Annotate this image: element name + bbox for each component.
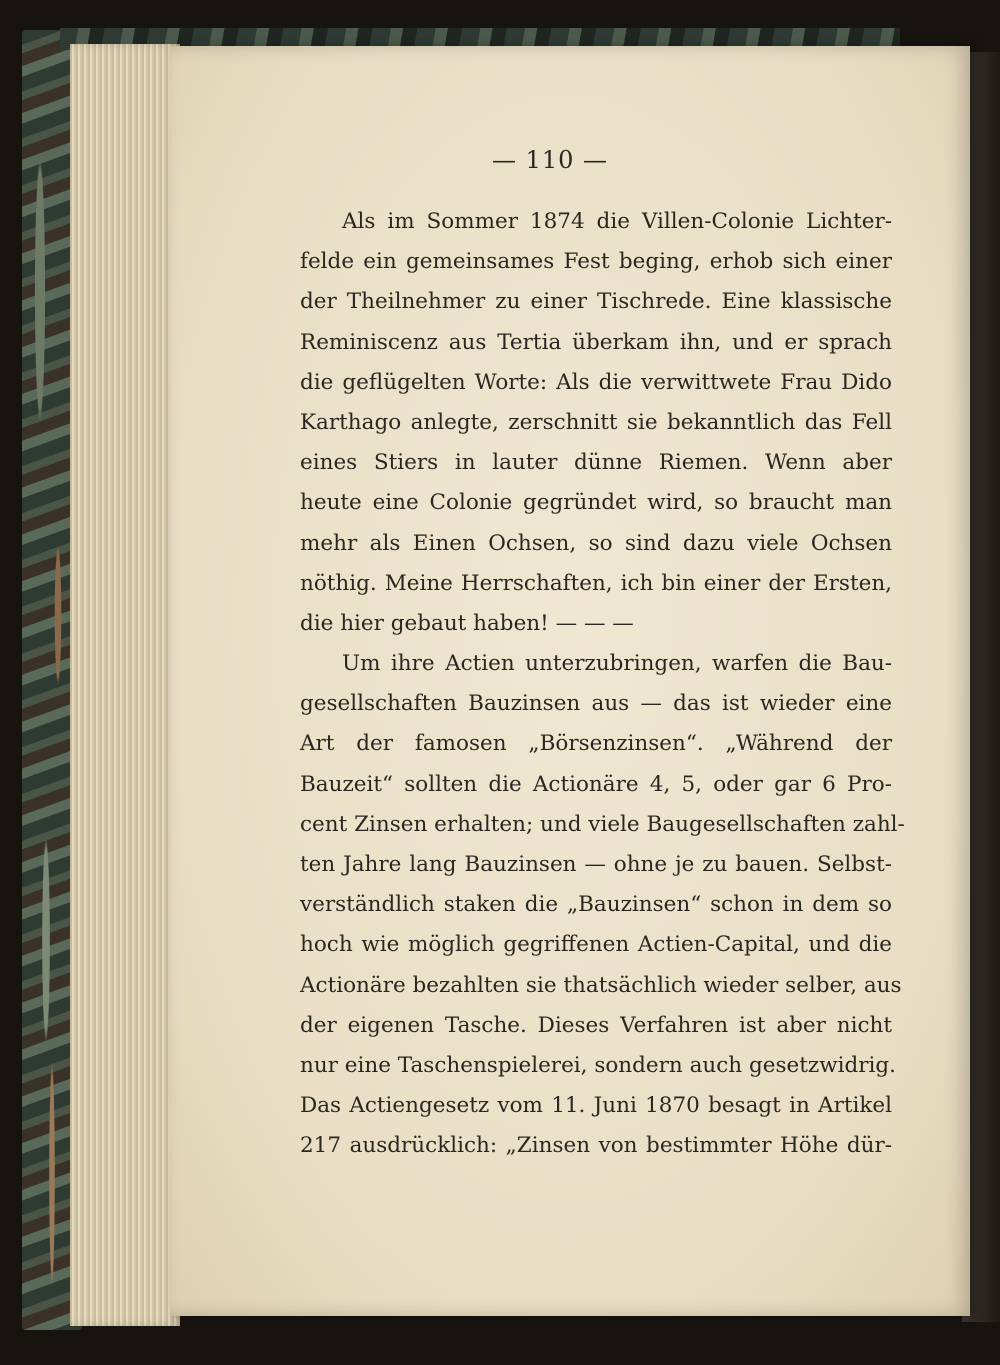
text-line: mehr als Einen Ochsen, so sind dazu viele Ochsen (300, 530, 892, 556)
text-line: Actionäre bezahlten sie thatsächlich wieder selber, aus (300, 972, 902, 998)
text-line: der eigenen Tasche. Dieses Verfahren ist aber nicht (300, 1012, 892, 1038)
page-number: — 110 — (491, 146, 609, 174)
text-line: Reminiscenz aus Tertia überkam ihn, und er sprach (300, 329, 892, 355)
text-line: der Theilnehmer zu einer Tischrede. Eine klassische (300, 289, 892, 315)
text-line: nur eine Taschenspielerei, sondern auch gesetzwidrig. (300, 1052, 896, 1078)
text-line: nöthig. Meine Herrschaften, ich bin einer der Ersten, (300, 570, 892, 596)
text-line: 217 ausdrücklich: „Zinsen von bestimmter Höhe dür- (300, 1133, 892, 1159)
text-line: felde ein gemeinsames Fest beging, erhob sich einer (300, 249, 892, 275)
text-line: Karthago anlegte, zerschnitt sie bekanntlich das Fell (300, 409, 892, 435)
text-line: verständlich staken die „Bauzinsen“ schon in dem so (300, 892, 892, 918)
text-line: die geflügelten Worte: Als die verwittwete Frau Dido (300, 369, 892, 395)
text-line: cent Zinsen erhalten; und viele Baugesellschaften zahl- (300, 811, 905, 837)
text-line: Als im Sommer 1874 die Villen-Colonie Lichter- (342, 209, 892, 234)
text-line: eines Stiers in lauter dünne Riemen. Wenn aber (300, 450, 892, 476)
text-line: Das Actiengesetz vom 11. Juni 1870 besagt in Artikel (300, 1093, 892, 1119)
text-line: heute eine Colonie gegründet wird, so braucht man (300, 490, 892, 516)
text-line: gesellschaften Bauzinsen aus — das ist wieder eine (300, 691, 892, 717)
text-line: Um ihre Actien unterzubringen, warfen die Bau- (342, 651, 892, 677)
book-page (170, 46, 970, 1316)
text-line: ten Jahre lang Bauzinsen — ohne je zu bauen. Selbst- (300, 852, 892, 877)
text-line: die hier gebaut haben! — — — (300, 610, 634, 636)
body-text (300, 202, 905, 1167)
text-line: Bauzeit“ sollten die Actionäre 4, 5, oder gar 6 Pro- (300, 771, 892, 797)
text-line: hoch wie möglich gegriffenen Actien-Capital, und die (300, 932, 892, 958)
text-line: Art der famosen „Börsenzinsen“. „Während der (300, 731, 892, 757)
page-block-edges (70, 44, 180, 1326)
